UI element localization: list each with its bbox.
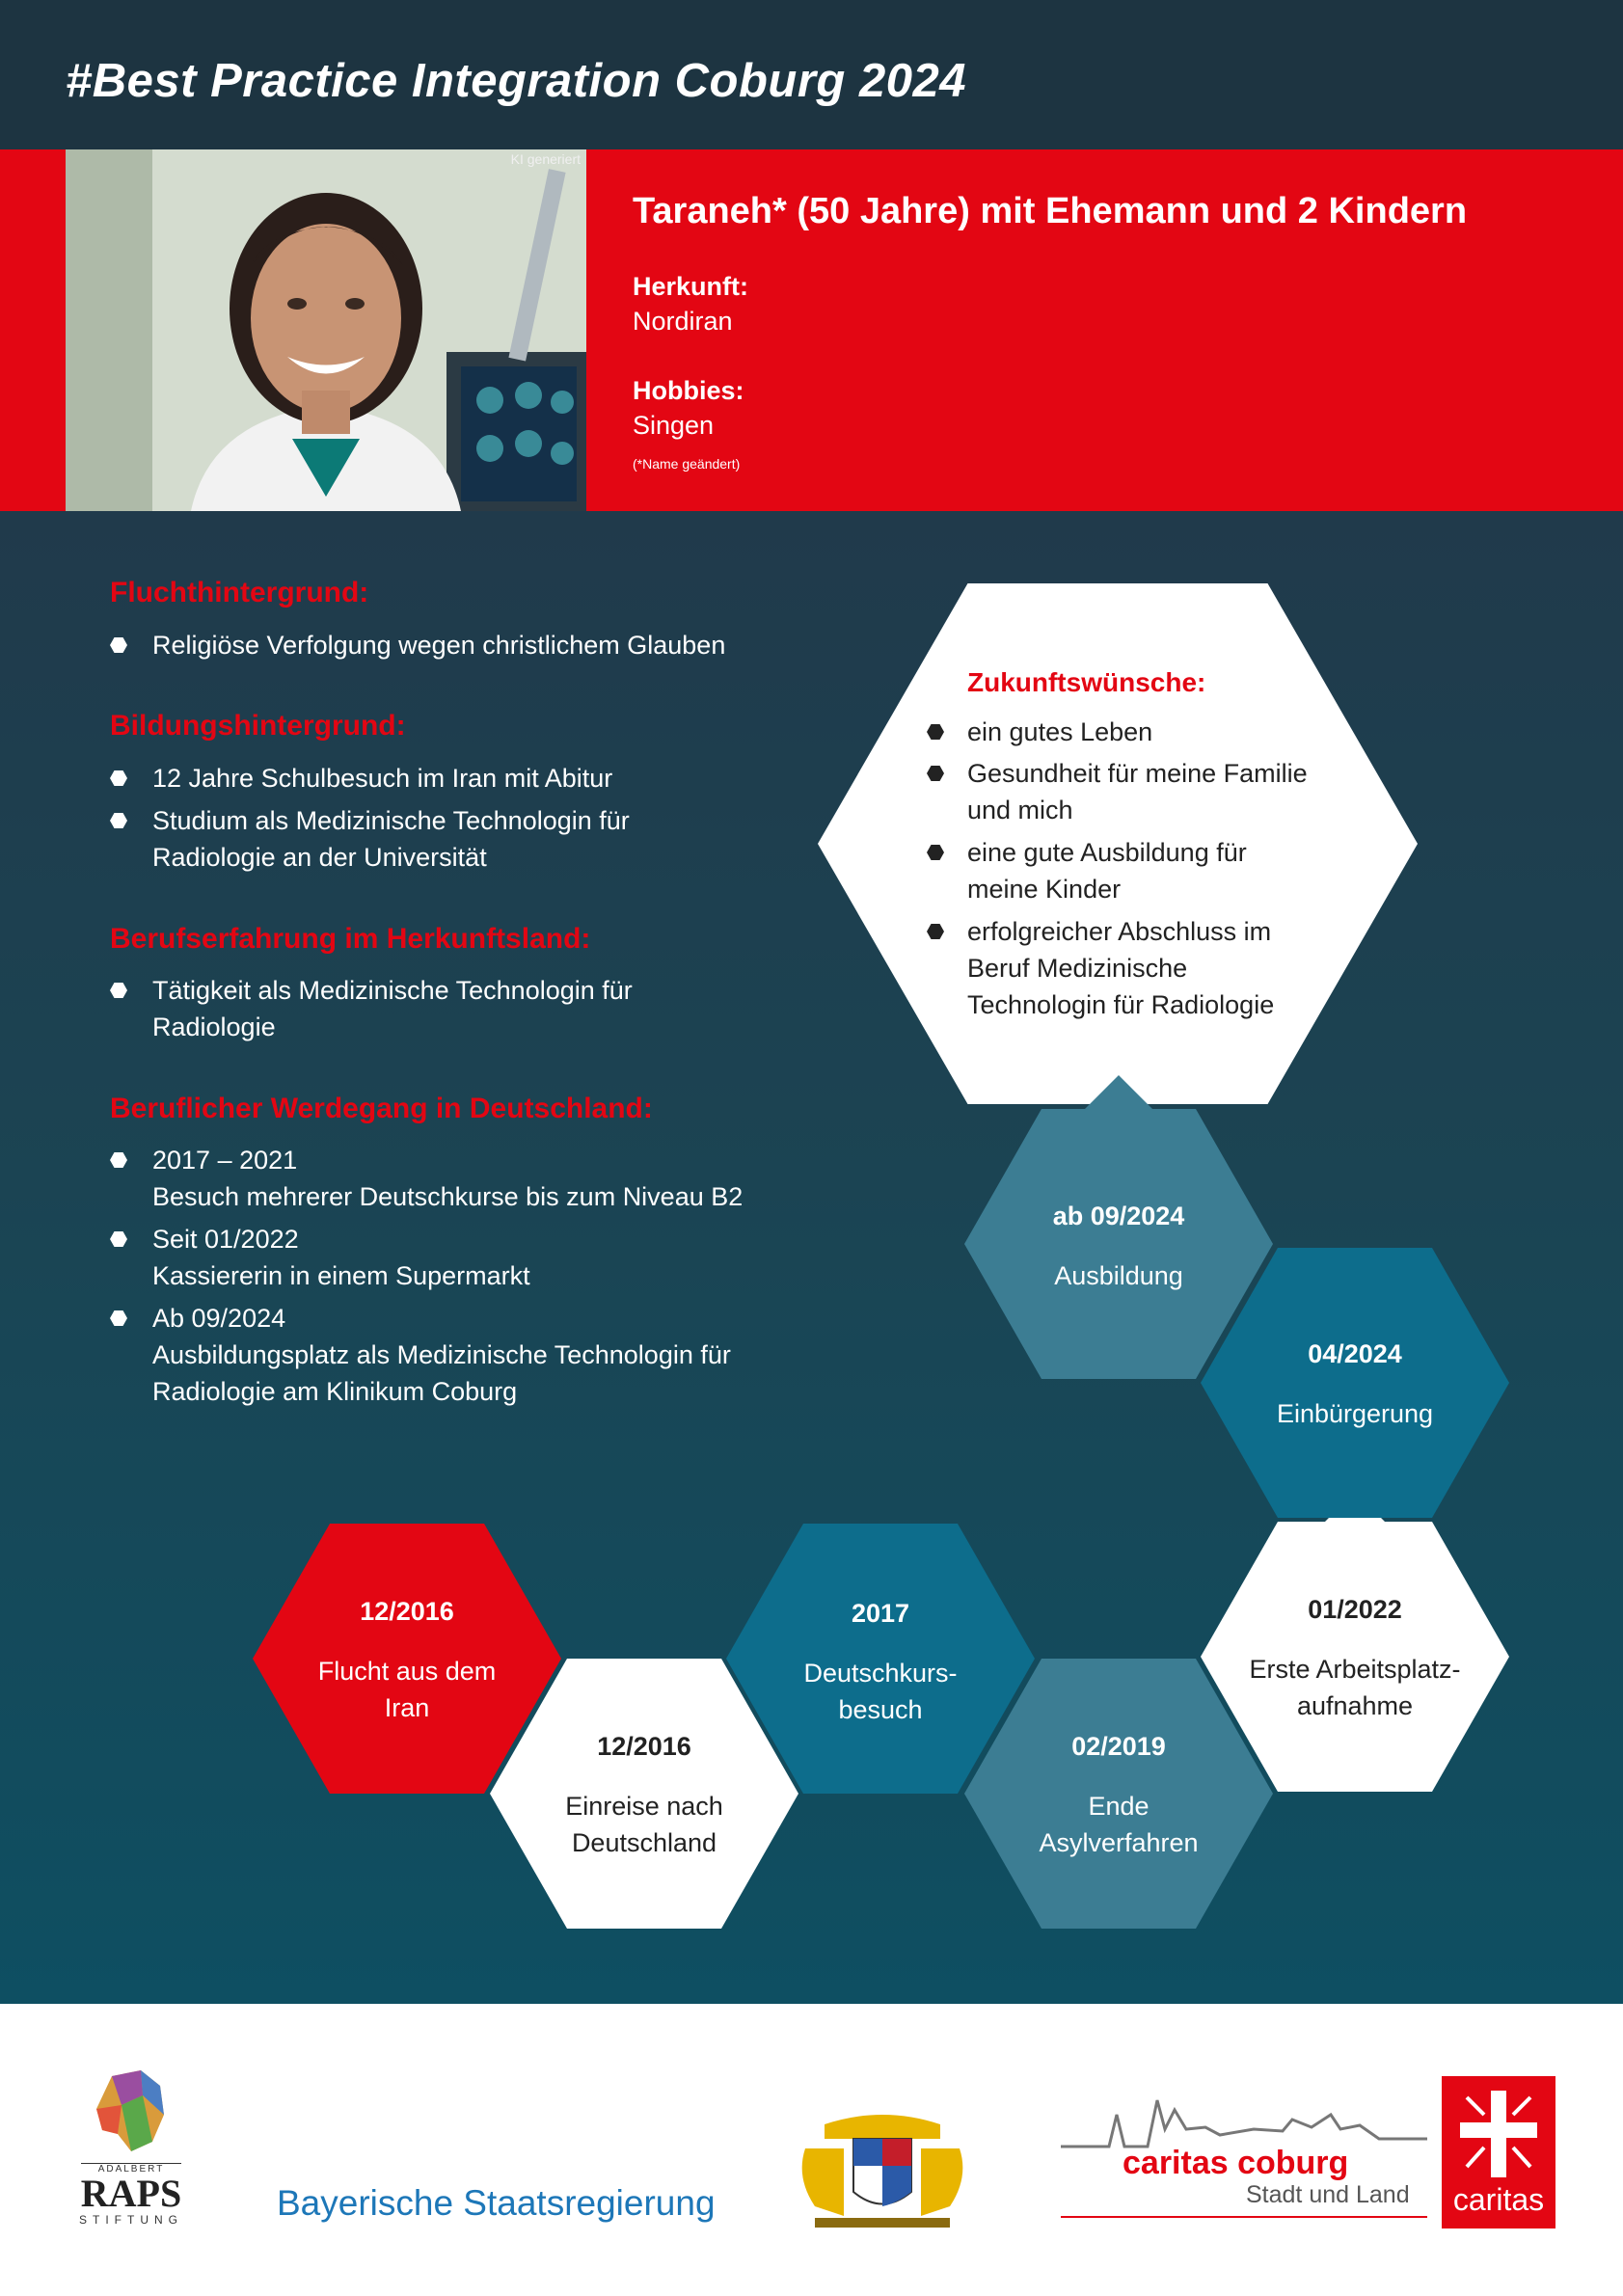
timeline-entry — [974, 1728, 1263, 1861]
item-date: Ab 09/2024 — [152, 1304, 286, 1333]
raps-sub: STIFTUNG — [79, 2213, 183, 2227]
bullet-hexagon-icon — [927, 723, 944, 741]
item-date: Seit 01/2022 — [152, 1225, 299, 1254]
bullet-hexagon-icon — [110, 1151, 127, 1169]
caritas-coburg-text: caritas coburg — [1123, 2145, 1349, 2181]
profile-name: Taraneh* (50 Jahre) mit Ehemann und 2 Kindern — [633, 191, 1468, 231]
hobbies-label: Hobbies: — [633, 376, 744, 405]
portrait-illustration — [66, 149, 586, 511]
item-date: 2017 – 2021 — [152, 1146, 298, 1175]
divider — [1061, 2216, 1427, 2218]
caritas-region-text: Stadt und Land — [1246, 2181, 1410, 2208]
timeline-label: Ende Asylverfahren — [1039, 1792, 1199, 1857]
list-item-text: eine gute Ausbildung für meine Kinder — [967, 838, 1247, 904]
bavarian-government-text: Bayerische Staatsregierung — [277, 2183, 716, 2223]
raps-name: RAPS — [80, 2172, 182, 2215]
name-changed-note: (*Name geändert) — [633, 456, 741, 472]
list-item-text: Studium als Medizinische Technologin für Radiologie an der Universität — [152, 806, 630, 872]
bullet-hexagon-icon — [110, 812, 127, 829]
caritas-coburg-logo — [1061, 2071, 1427, 2235]
caritas-flame-cross-icon — [1455, 2086, 1542, 2182]
item-description: Ausbildungsplatz als Medizinische Technologin für Radiologie am Klinikum Coburg — [152, 1340, 731, 1406]
origin-value: Nordiran — [633, 307, 733, 336]
item-description: Kassiererin in einem Supermarkt — [152, 1261, 530, 1290]
timeline-label: Einbürgerung — [1276, 1399, 1434, 1428]
list-item — [967, 834, 1314, 907]
bullet-hexagon-icon — [110, 1310, 127, 1327]
bullet-hexagon-icon — [110, 636, 127, 654]
bullet-hexagon-icon — [927, 844, 944, 861]
portrait-photo — [66, 149, 586, 511]
bullet-hexagon-icon — [110, 982, 127, 999]
timeline-label: Deutschkurs-besuch — [803, 1659, 958, 1724]
ai-generated-badge: KI generiert — [510, 151, 581, 167]
caritas-badge — [1442, 2076, 1555, 2228]
list-item — [967, 755, 1314, 828]
bullet-hexagon-icon — [110, 1230, 127, 1248]
timeline-label: Ausbildung — [1054, 1261, 1183, 1290]
list-item-text — [152, 1142, 866, 1215]
raps-stiftung-logo — [64, 2066, 199, 2227]
list-item-text: Gesundheit für meine Familie und mich — [967, 759, 1308, 824]
future-wishes-heading: Zukunftswünsche: — [967, 667, 1206, 697]
timeline-entry — [262, 1593, 552, 1726]
timeline-date: 04/2024 — [1308, 1339, 1402, 1368]
list-item-text — [152, 1300, 779, 1410]
page-title: #Best Practice Integration Coburg 2024 — [66, 55, 966, 107]
main-content — [0, 511, 1623, 2004]
item-description: Besuch mehrerer Deutschkurse bis zum Niveau B2 — [152, 1182, 744, 1211]
timeline-date: ab 09/2024 — [1052, 1202, 1185, 1230]
timeline-entry — [1210, 1336, 1500, 1432]
section-heading-bildung: Bildungshintergrund: — [110, 710, 406, 742]
list-item-text: Religiöse Verfolgung wegen christlichem Glauben — [152, 631, 726, 660]
list-item-text: 12 Jahre Schulbesuch im Iran mit Abitur — [152, 764, 613, 793]
timeline-label: Flucht aus dem Iran — [317, 1657, 497, 1722]
list-item-text — [152, 1221, 866, 1294]
footer-logos — [0, 2004, 1623, 2296]
timeline-label: Einreise nach Deutschland — [565, 1792, 723, 1857]
timeline-entry — [974, 1198, 1263, 1294]
caritas-wordmark: caritas — [1452, 2182, 1545, 2217]
timeline-entry — [1210, 1591, 1500, 1724]
section-heading-flucht: Fluchthintergrund: — [110, 577, 369, 608]
section-heading-beruf: Berufserfahrung im Herkunftsland: — [110, 923, 591, 955]
timeline-date: 12/2016 — [360, 1597, 454, 1626]
list-item — [967, 714, 1314, 750]
hobbies-value: Singen — [633, 411, 715, 440]
connector-arrow-icon — [1080, 1075, 1157, 1114]
bullet-hexagon-icon — [927, 923, 944, 940]
list-item — [967, 913, 1314, 1023]
timeline-date: 02/2019 — [1071, 1732, 1166, 1761]
section-heading-werdegang: Beruflicher Werdegang in Deutschland: — [110, 1093, 653, 1124]
timeline-date: 01/2022 — [1308, 1595, 1402, 1624]
bullet-hexagon-icon — [927, 765, 944, 782]
bavaria-coat-of-arms-icon — [786, 2110, 979, 2235]
timeline-label: Erste Arbeitsplatz-aufnahme — [1249, 1655, 1461, 1720]
bullet-hexagon-icon — [110, 770, 127, 787]
list-item-text: erfolgreicher Abschluss im Beruf Medizinische Technologin für Radiologie — [967, 917, 1275, 1019]
list-item-text: Tätigkeit als Medizinische Technologin für Radiologie — [152, 976, 633, 1041]
timeline-date: 12/2016 — [597, 1732, 691, 1761]
timeline-date: 2017 — [851, 1599, 910, 1628]
timeline-entry — [500, 1728, 789, 1861]
list-item-text: ein gutes Leben — [967, 717, 1153, 746]
raps-small-text: ADALBERT — [81, 2163, 181, 2174]
timeline-entry — [736, 1595, 1025, 1728]
raps-head-icon — [64, 2066, 199, 2158]
origin-label: Herkunft: — [633, 272, 748, 301]
